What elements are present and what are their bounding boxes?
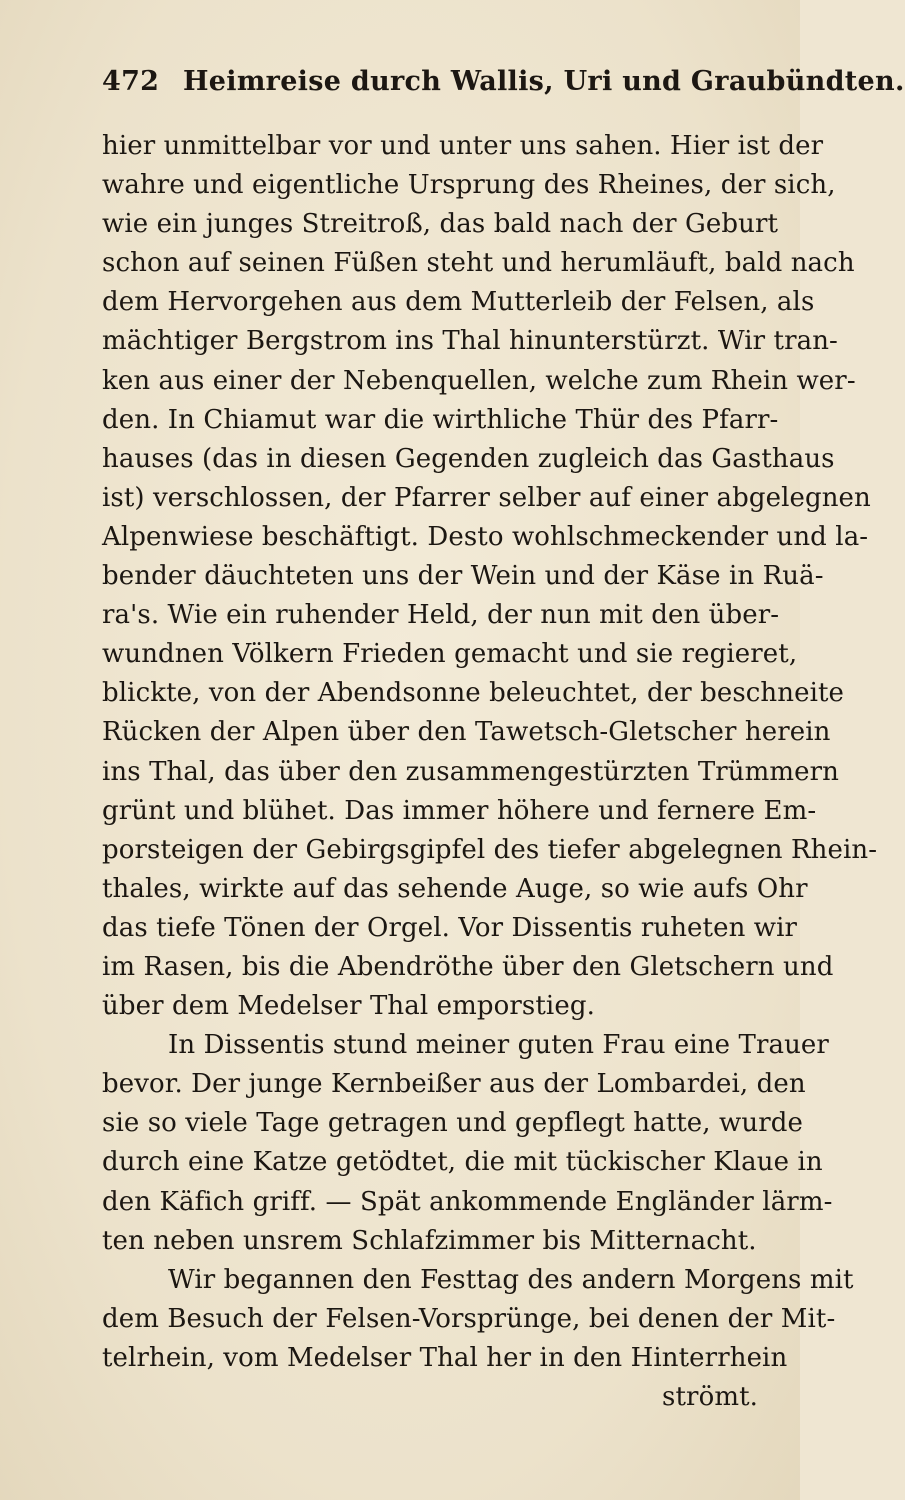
text-line: im Rasen, bis die Abendröthe über den Gletschern und xyxy=(102,951,834,982)
text-line: den. In Chiamut war die wirthliche Thür des Pfarr- xyxy=(102,404,779,435)
running-header xyxy=(102,66,905,97)
text-line: wahre und eigentliche Ursprung des Rheines, der sich, xyxy=(102,170,836,201)
paragraph-end-line: ten neben unsrem Schlafzimmer bis Mitternacht. xyxy=(102,1225,757,1256)
text-line: hier unmittelbar vor und unter uns sahen. Hier ist der xyxy=(102,131,824,161)
text-line: wundnen Völkern Frieden gemacht und sie regieret, xyxy=(102,639,798,670)
text-line: porsteigen der Gebirgsgipfel des tiefer abgelegnen Rhein- xyxy=(102,834,878,865)
text-line: sie so viele Tage getragen und gepflegt hatte, wurde xyxy=(102,1108,803,1139)
text-line: das tiefe Tönen der Orgel. Vor Dissentis ruheten wir xyxy=(102,912,798,943)
text-line: dem Hervorgehen aus dem Mutterleib der Felsen, als xyxy=(102,287,815,318)
text-line: Rücken der Alpen über den Tawetsch-Gletscher herein xyxy=(102,717,831,748)
text-line: ist) verschlossen, der Pfarrer selber auf einer abgelegnen xyxy=(102,482,871,513)
text-line: mächtiger Bergstrom ins Thal hinunterstürzt. Wir tran- xyxy=(102,326,838,357)
text-line: thales, wirkte auf das sehende Auge, so wie aufs Ohr xyxy=(102,873,808,904)
body-text xyxy=(102,127,878,1417)
paragraph-end-line: strömt. xyxy=(662,1382,758,1412)
text-line: schon auf seinen Füßen steht und herumläuft, bald nach xyxy=(102,248,855,279)
text-line: bender däuchteten uns der Wein und der Käse in Ruä- xyxy=(102,561,824,592)
text-line: grünt und blühet. Das immer höhere und fernere Em- xyxy=(102,795,817,826)
text-line: durch eine Katze getödtet, die mit tückischer Klaue in xyxy=(102,1147,823,1178)
text-line: den Käfich griff. — Spät ankommende Engländer lärm- xyxy=(102,1186,833,1217)
text-line: ins Thal, das über den zusammengestürzten Trümmern xyxy=(102,756,840,787)
text-line: telrhein, vom Medelser Thal her in den Hinterrhein xyxy=(102,1342,788,1373)
running-title: Heimreise durch Wallis, Uri und Graubündten. xyxy=(182,66,905,97)
text-line: ra's. Wie ein ruhender Held, der nun mit den über- xyxy=(102,600,780,631)
text-line: ken aus einer der Nebenquellen, welche zum Rhein wer- xyxy=(102,365,856,396)
text-line: hauses (das in diesen Gegenden zugleich das Gasthaus xyxy=(102,443,835,474)
text-line: blickte, von der Abendsonne beleuchtet, der beschneite xyxy=(102,678,845,709)
paragraph-start-line: In Dissentis stund meiner guten Frau eine Trauer xyxy=(168,1030,829,1061)
text-line: dem Besuch der Felsen-Vorsprünge, bei denen der Mit- xyxy=(102,1303,836,1334)
text-line: wie ein junges Streitroß, das bald nach der Geburt xyxy=(102,209,779,240)
paragraph-start-line: Wir begannen den Festtag des andern Morgens mit xyxy=(168,1264,854,1295)
page-number: 472 xyxy=(102,66,160,97)
paragraph-end-line: über dem Medelser Thal emporstieg. xyxy=(102,991,595,1022)
text-line: Alpenwiese beschäftigt. Desto wohlschmeckender und la- xyxy=(102,521,869,552)
text-line: bevor. Der junge Kernbeißer aus der Lombardei, den xyxy=(102,1069,806,1100)
